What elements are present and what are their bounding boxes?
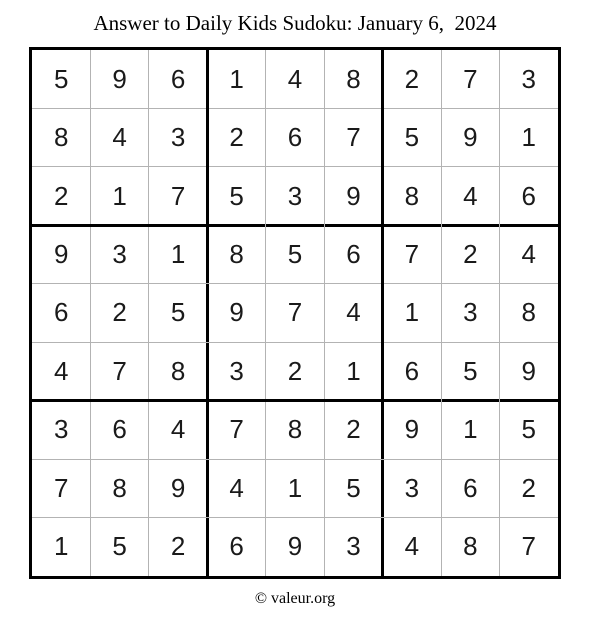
sudoku-cell: 8 bbox=[229, 239, 244, 270]
sudoku-cell: 4 bbox=[521, 239, 536, 270]
sudoku-cell: 2 bbox=[463, 239, 478, 270]
sudoku-cell: 1 bbox=[170, 239, 186, 270]
sudoku-cell: 5 bbox=[53, 63, 69, 94]
sudoku-cell: 2 bbox=[346, 414, 361, 445]
sudoku-cell: 1 bbox=[521, 122, 536, 153]
sudoku-cell: 7 bbox=[346, 122, 361, 153]
sudoku-cell: 1 bbox=[53, 531, 69, 562]
sudoku-cell: 9 bbox=[53, 239, 69, 270]
sudoku-cell: 8 bbox=[112, 472, 127, 503]
sudoku-cell: 7 bbox=[170, 180, 186, 211]
sudoku-cell: 3 bbox=[170, 122, 186, 153]
sudoku-cell: 3 bbox=[53, 414, 69, 445]
sudoku-cell: 2 bbox=[53, 180, 69, 211]
copyright-footer: © valeur.org bbox=[254, 590, 336, 607]
sudoku-cell: 4 bbox=[346, 297, 361, 328]
sudoku-cell: 4 bbox=[112, 122, 127, 153]
sudoku-cell: 2 bbox=[404, 63, 420, 94]
sudoku-cell: 1 bbox=[229, 63, 244, 94]
sudoku-cell: 5 bbox=[287, 239, 303, 270]
sudoku-cell: 8 bbox=[170, 355, 186, 386]
sudoku-cell: 4 bbox=[53, 355, 69, 386]
sudoku-cell: 3 bbox=[287, 180, 303, 211]
sudoku-cell: 5 bbox=[170, 297, 186, 328]
sudoku-cell: 7 bbox=[112, 355, 127, 386]
sudoku-cell: 9 bbox=[463, 122, 478, 153]
sudoku-cell: 9 bbox=[287, 531, 303, 562]
sudoku-cell: 5 bbox=[346, 472, 361, 503]
sudoku-cell: 1 bbox=[112, 180, 127, 211]
sudoku-cell: 4 bbox=[229, 472, 244, 503]
sudoku-cell: 6 bbox=[112, 414, 127, 445]
sudoku-cell: 1 bbox=[404, 297, 420, 328]
sudoku-cell: 7 bbox=[229, 414, 244, 445]
sudoku-cell: 3 bbox=[463, 297, 478, 328]
sudoku-cell: 6 bbox=[346, 239, 361, 270]
sudoku-cell: 5 bbox=[521, 414, 536, 445]
sudoku-cell: 6 bbox=[170, 63, 186, 94]
sudoku-cell: 7 bbox=[521, 531, 536, 562]
sudoku-cell: 6 bbox=[229, 531, 244, 562]
sudoku-cell: 5 bbox=[463, 355, 478, 386]
sudoku-cell: 3 bbox=[404, 472, 420, 503]
sudoku-cell: 4 bbox=[170, 414, 186, 445]
sudoku-cell: 9 bbox=[346, 180, 361, 211]
sudoku-cell: 5 bbox=[112, 531, 127, 562]
sudoku-cell: 6 bbox=[287, 122, 303, 153]
sudoku-cell: 9 bbox=[112, 63, 127, 94]
sudoku-board bbox=[29, 47, 561, 579]
sudoku-cell: 5 bbox=[404, 122, 420, 153]
sudoku-cell: 6 bbox=[53, 297, 69, 328]
sudoku-cell: 6 bbox=[463, 472, 478, 503]
sudoku-cell: 7 bbox=[287, 297, 303, 328]
page-title: Answer to Daily Kids Sudoku: January 6, 2024 bbox=[93, 11, 497, 35]
sudoku-cell: 4 bbox=[404, 531, 420, 562]
sudoku-cell: 3 bbox=[229, 355, 244, 386]
sudoku-cell: 7 bbox=[463, 63, 478, 94]
sudoku-cell: 2 bbox=[112, 297, 127, 328]
sudoku-cell: 4 bbox=[463, 180, 478, 211]
sudoku-cell: 2 bbox=[229, 122, 244, 153]
sudoku-cell: 8 bbox=[404, 180, 420, 211]
sudoku-cell: 2 bbox=[521, 472, 536, 503]
sudoku-cell: 2 bbox=[287, 355, 303, 386]
sudoku-cell: 7 bbox=[404, 239, 420, 270]
sudoku-cell: 8 bbox=[521, 297, 536, 328]
sudoku-cell: 7 bbox=[53, 472, 69, 503]
sudoku-cell: 3 bbox=[521, 63, 536, 94]
sudoku-cell: 5 bbox=[229, 180, 244, 211]
sudoku-cell: 6 bbox=[521, 180, 536, 211]
sudoku-cell: 1 bbox=[463, 414, 478, 445]
sudoku-cell: 6 bbox=[404, 355, 420, 386]
sudoku-cell: 1 bbox=[346, 355, 361, 386]
sudoku-cell: 9 bbox=[404, 414, 420, 445]
sudoku-cell: 9 bbox=[170, 472, 186, 503]
sudoku-cell: 9 bbox=[229, 297, 244, 328]
sudoku-cell: 9 bbox=[521, 355, 536, 386]
sudoku-cell: 4 bbox=[287, 63, 303, 94]
sudoku-cell: 3 bbox=[346, 531, 361, 562]
sudoku-cell: 3 bbox=[112, 239, 127, 270]
sudoku-cell: 8 bbox=[346, 63, 361, 94]
sudoku-cell: 8 bbox=[53, 122, 69, 153]
sudoku-cell: 2 bbox=[170, 531, 186, 562]
sudoku-cell: 8 bbox=[463, 531, 478, 562]
sudoku-cell: 8 bbox=[287, 414, 303, 445]
sudoku-cell: 1 bbox=[287, 472, 303, 503]
